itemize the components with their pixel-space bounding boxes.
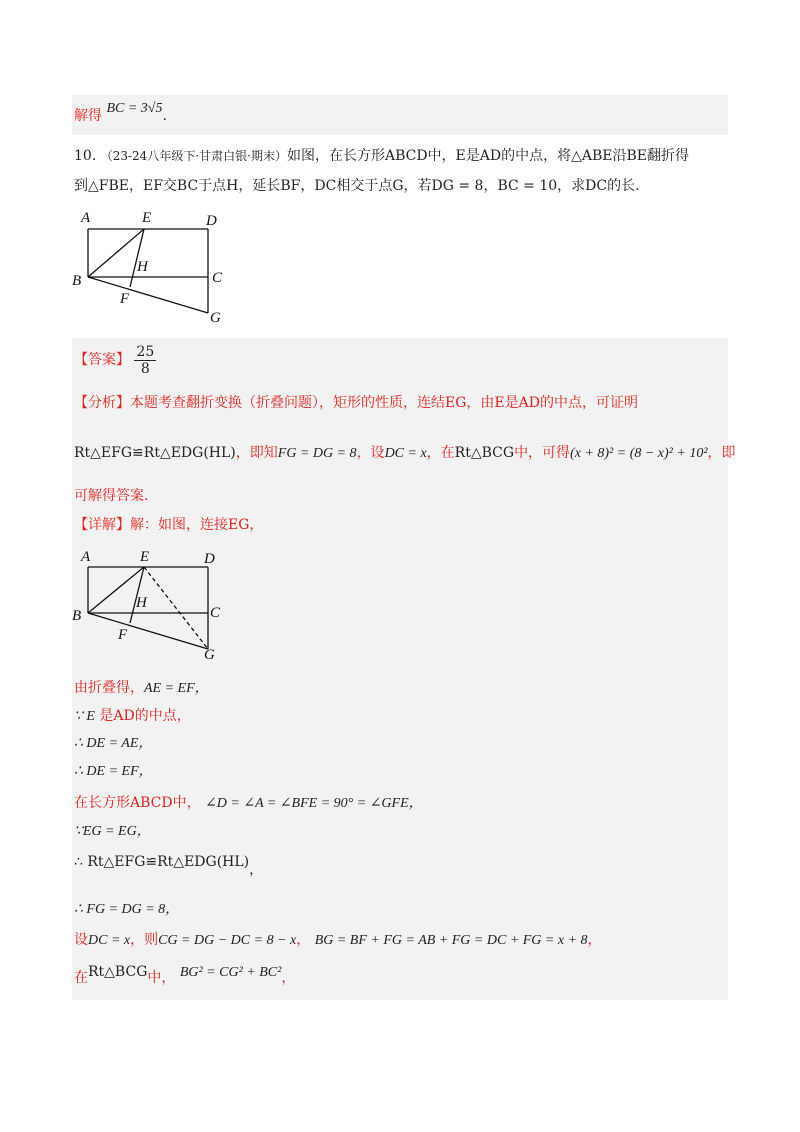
step-9-math-b: DC = x — [88, 933, 131, 948]
question-text-1: 如图，在长方形ABCD中，E是AD的中点，将△ABE沿BE翻折得 — [286, 148, 689, 164]
step-10-text-a: 在 — [74, 970, 88, 986]
step-3-math: ∴ DE = AE， — [74, 736, 153, 751]
step-1-math: AE = EF， — [144, 681, 209, 696]
dc-x-equation: DC = x — [384, 446, 427, 461]
step-5-text: 在长方形ABCD中， — [74, 795, 201, 811]
analysis-line-1 — [74, 393, 638, 413]
analysis-text-2f: ，在 — [426, 445, 455, 461]
congruence-statement: Rt△EFG≌Rt△EDG(HL) — [74, 445, 236, 461]
step-7-math: ∴ Rt△EFG≌Rt△EDG(HL) — [74, 854, 250, 870]
label-h-2: H — [136, 595, 147, 611]
jiede-text: 解得 — [74, 108, 102, 124]
step-6 — [74, 822, 151, 842]
step-9-math-d: CG = DG − DC = 8 − x — [158, 933, 297, 948]
segment-bg-2 — [88, 613, 208, 649]
label-e-2: E — [140, 549, 150, 565]
label-h: H — [137, 259, 148, 275]
answer-denominator: 8 — [140, 360, 150, 377]
label-a: A — [81, 210, 91, 226]
analysis-text-2h: 中，可得 — [514, 445, 571, 461]
pythagorean-equation: (x + 8)² = (8 − x)² + 10² — [570, 446, 708, 461]
step-9-text-c: ，则 — [130, 932, 159, 948]
step-9-math-f: BG = BF + FG = AB + FG = DC + FG = x + 8 — [314, 933, 588, 948]
step-10 — [74, 964, 296, 989]
label-c: C — [212, 270, 223, 286]
step-9-text-e: ， — [296, 932, 311, 948]
label-c-2: C — [210, 605, 221, 621]
segment-eg-dashed — [144, 567, 208, 649]
step-10-text-e: ， — [281, 970, 296, 986]
period: . — [162, 108, 167, 124]
analysis-text-1: 本题考查翻折变换（折叠问题），矩形的性质，连结EG，由E是AD的中点，可证明 — [130, 395, 638, 411]
question-text-2: 到△FBE，EF交BC于点H，延长BF，DC相交于点G，若DG = 8，BC = 10，求DC的长. — [74, 178, 640, 194]
label-d: D — [206, 213, 217, 229]
step-1 — [74, 678, 209, 699]
step-5 — [74, 793, 423, 814]
step-10-math: BG² = CG² + BC² — [179, 965, 282, 980]
label-d-2: D — [204, 551, 215, 567]
step-2-math: ∵ E — [74, 709, 95, 724]
question-line-2 — [74, 176, 640, 196]
segment-bg — [88, 277, 208, 313]
step-9-text-a: 设 — [74, 932, 88, 948]
detail-tag: 【详解】 — [74, 517, 130, 533]
detail-intro-line — [74, 515, 263, 535]
label-e: E — [142, 210, 152, 226]
step-9 — [74, 930, 602, 951]
previous-answer-background — [72, 95, 728, 135]
analysis-line-2 — [74, 443, 736, 464]
label-a-2: A — [81, 549, 91, 565]
triangle-bcg: Rt△BCG — [454, 445, 515, 461]
segment-be — [88, 229, 144, 277]
step-1-text: 由折叠得， — [74, 680, 144, 696]
answer-tag: 【答案】 — [74, 352, 130, 368]
geometry-figure-2 — [64, 545, 234, 665]
step-7 — [74, 852, 264, 878]
analysis-text-2d: ，设 — [356, 445, 385, 461]
analysis-line-3 — [74, 486, 148, 506]
detail-intro: 解：如图，连接EG， — [130, 517, 264, 533]
step-10-text-c: 中， — [147, 970, 176, 986]
fg-dg-equation: FG = DG = 8 — [277, 446, 357, 461]
step-10-triangle: Rt△BCG — [88, 964, 148, 980]
label-f: F — [120, 291, 130, 307]
analysis-tag: 【分析】 — [74, 395, 130, 411]
question-number: 10. — [74, 148, 97, 164]
label-b: B — [72, 273, 82, 289]
step-2 — [74, 706, 191, 727]
step-4 — [74, 762, 153, 782]
step-2-text: 是AD的中点， — [99, 708, 191, 724]
label-f-2: F — [118, 627, 128, 643]
analysis-text-3: 可解得答案. — [74, 488, 149, 504]
answer-numerator: 25 — [136, 343, 155, 360]
previous-result-line — [74, 101, 167, 127]
analysis-text-2b: ，即知 — [235, 445, 278, 461]
geometry-figure-1 — [64, 205, 234, 330]
label-g-2: G — [204, 647, 215, 663]
label-b-2: B — [72, 608, 82, 624]
step-8-math: ∴ FG = DG = 8， — [74, 902, 180, 917]
answer-fraction — [134, 344, 156, 377]
question-source: （23-24八年级下·甘肃白银·期末） — [100, 149, 287, 163]
step-7-comma: ， — [249, 862, 264, 878]
step-3 — [74, 734, 152, 754]
answer-line — [74, 342, 156, 378]
step-4-math: ∴ DE = EF， — [74, 764, 153, 779]
question-line-1 — [74, 146, 689, 166]
segment-ef — [130, 229, 144, 287]
step-6-math: ∵EG = EG， — [74, 824, 151, 839]
bc-result: BC = 3√5 — [106, 101, 163, 116]
step-5-math: ∠D = ∠A = ∠BFE = 90° = ∠GFE， — [205, 796, 423, 811]
step-9-text-g: ， — [587, 932, 602, 948]
step-8 — [74, 900, 179, 920]
analysis-text-2j: ，即 — [707, 445, 736, 461]
label-g: G — [210, 310, 221, 326]
